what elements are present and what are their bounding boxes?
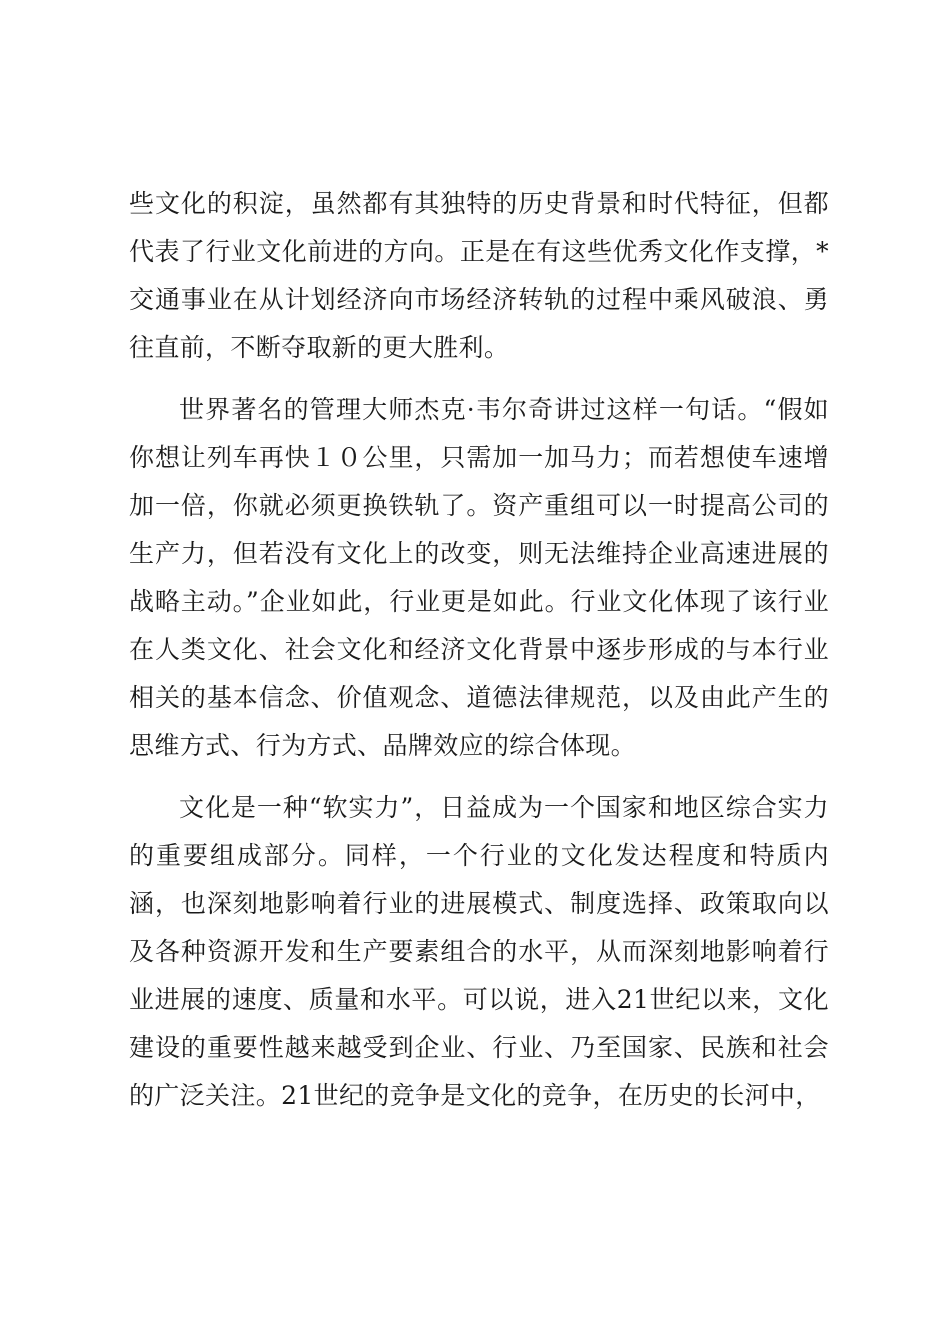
paragraph-3: 文化是一种“软实力”，日益成为一个国家和地区综合实力的重要组成部分。同样，一个行业的文化发达程度和特质内涵，也深刻地影响着行业的进展模式、制度选择、政策取向以及各种资源开发和生产要素组合的水平，从而深刻地影响着行业进展的速度、质量和水平。可以说，进入21世纪以来，文化建设的重要性越来越受到企业、行业、乃至国家、民族和社会的广泛关注。21世纪的竞争是文化的竞争，在历史的长河中， — [129, 793, 829, 1110]
paragraph-2: 世界著名的管理大师杰克·韦尔奇讲过这样一句话。“假如你想让列车再快１０公里，只需加一加马力；而若想使车速增加一倍，你就必须更换铁轨了。资产重组可以一时提高公司的生产力，但若没有文化上的改变，则无法维持企业高速进展的战略主动。”企业如此，行业更是如此。行业文化体现了该行业在人类文化、社会文化和经济文化背景中逐步形成的与本行业相关的基本信念、价值观念、道德法律规范，以及由此产生的思维方式、行为方式、品牌效应的综合体现。 — [129, 395, 829, 760]
document-body — [129, 180, 829, 1120]
paragraph-1: 些文化的积淀，虽然都有其独特的历史背景和时代特征，但都代表了行业文化前进的方向。正是在有这些优秀文化作支撑，*交通事业在从计划经济向市场经济转轨的过程中乘风破浪、勇往直前，不断夺取新的更大胜利。 — [129, 189, 829, 362]
